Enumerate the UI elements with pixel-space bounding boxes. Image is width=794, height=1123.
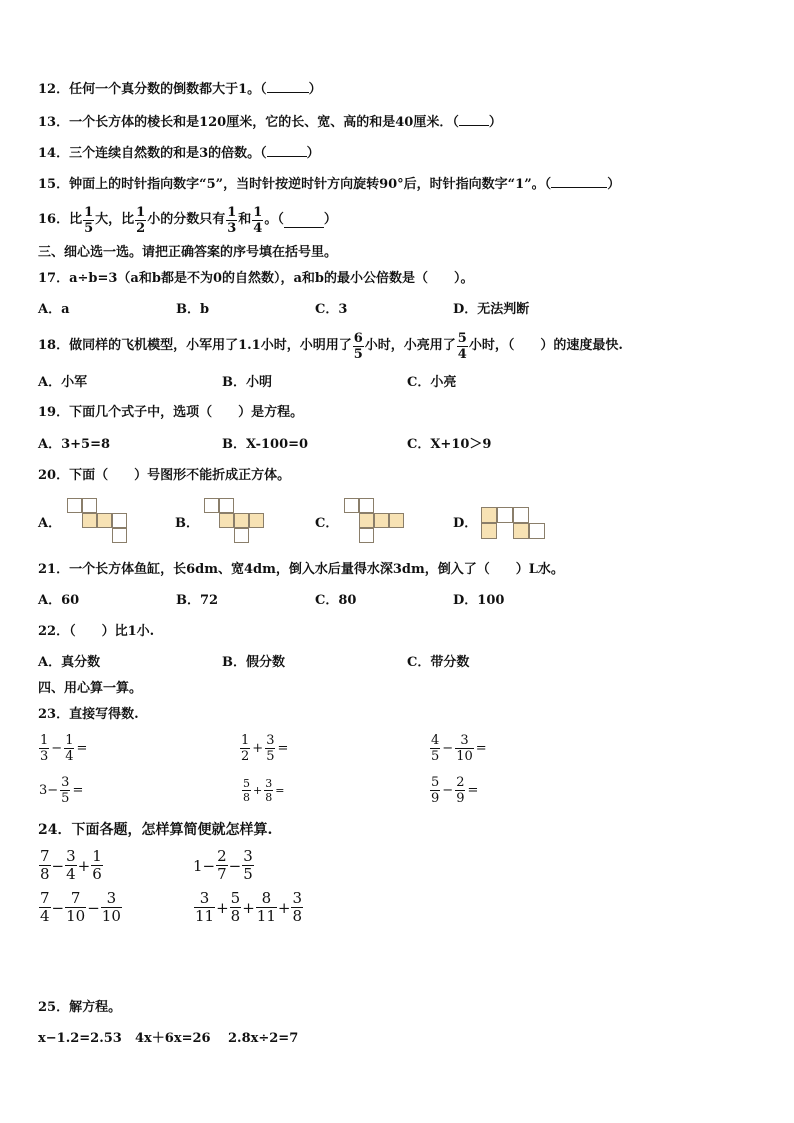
question-16 [38, 203, 337, 237]
option-d[interactable]: D．无法判断 [453, 302, 530, 317]
fraction [242, 848, 254, 883]
fraction [39, 733, 49, 764]
question-21: 21．一个长方体鱼缸，长6dm、宽4dm，倒入水后量得水深3dm，倒入了（ ）L水。 [38, 562, 564, 577]
text-fragment: 小的分数只有 [147, 212, 226, 227]
answer-blank[interactable] [551, 187, 607, 188]
section-heading-3: 三、细心选一选。请把正确答案的序号填在括号里。 [38, 245, 338, 260]
paren-close: ） [488, 115, 502, 130]
numerator: 5 [230, 889, 241, 907]
numerator: 3 [66, 847, 76, 865]
option-d[interactable]: D．100 [453, 593, 505, 608]
net-cell [219, 513, 234, 528]
net-cell [82, 498, 97, 513]
fraction [240, 733, 250, 764]
operand: 3− [39, 783, 59, 798]
operator: − [51, 898, 65, 917]
question-22: 22．（ ）比1小. [38, 624, 155, 639]
fraction [230, 890, 242, 925]
denominator: 11 [256, 907, 276, 925]
text-fragment: 小时，（ ）的速度最快. [468, 338, 623, 353]
option-c[interactable]: C． [315, 516, 339, 531]
operator: + [216, 898, 229, 917]
net-cell [481, 523, 497, 539]
operator: − [51, 741, 63, 756]
question-text: 三个连续自然数的和是3的倍数。（ [69, 146, 267, 161]
fraction [291, 890, 303, 925]
question-15 [38, 176, 620, 194]
question-18 [38, 326, 623, 366]
question-14 [38, 145, 320, 163]
operator: + [242, 898, 255, 917]
mental-calc-2 [239, 733, 289, 764]
paren-close: ） [323, 212, 337, 227]
question-text: 一个长方体的棱长和是120厘米，它的长、宽、高的和是40厘米．（ [69, 115, 459, 130]
numerator: 1 [92, 847, 102, 865]
net-cell [481, 507, 497, 523]
denominator: 5 [243, 865, 253, 883]
numerator: 3 [265, 777, 273, 790]
equals-sign: = [475, 741, 487, 756]
denominator: 10 [66, 907, 86, 925]
numerator: 3 [106, 889, 117, 907]
operator: − [87, 898, 100, 917]
net-cell [513, 523, 529, 539]
numerator: 4 [431, 733, 440, 748]
net-cell [219, 498, 234, 513]
numerator: 1 [136, 204, 146, 220]
text-fragment: 比 [69, 212, 83, 227]
operator: − [51, 856, 65, 875]
answer-blank[interactable] [267, 92, 309, 93]
mental-calc-5 [241, 777, 285, 804]
operator: + [77, 856, 91, 875]
equals-sign: = [76, 741, 88, 756]
question-19: 19．下面几个式子中，选项（ ）是方程。 [38, 405, 304, 420]
fraction [430, 775, 440, 806]
equation-3: 2.8x÷2=7 [228, 1031, 299, 1046]
net-cell [344, 498, 359, 513]
denominator: 6 [92, 865, 102, 883]
equals-sign: = [277, 741, 289, 756]
fraction [226, 205, 237, 236]
net-cell [389, 513, 404, 528]
net-cell [359, 498, 374, 513]
operator: + [253, 784, 263, 797]
mental-calc-4 [38, 775, 84, 806]
denominator: 4 [253, 220, 263, 236]
option-c[interactable]: C．80 [315, 593, 357, 608]
fraction [430, 733, 440, 764]
fraction [64, 733, 74, 764]
option-b[interactable]: B． [175, 516, 199, 531]
operator: + [252, 741, 264, 756]
fraction [39, 890, 51, 925]
net-cell [374, 513, 389, 528]
paren-close: ） [306, 146, 320, 161]
question-17: 17．a÷b=3（a和b都是不为0的自然数），a和b的最小公倍数是（ ）。 [38, 271, 474, 286]
numerator: 1 [65, 733, 74, 748]
option-d[interactable]: D． [453, 516, 478, 531]
denominator: 9 [431, 791, 440, 806]
numerator: 1 [241, 733, 250, 748]
equals-sign: = [275, 784, 285, 797]
denominator: 9 [456, 791, 465, 806]
net-cell [359, 528, 374, 543]
question-number: 13． [38, 115, 70, 130]
question-number: 16． [38, 212, 70, 227]
denominator: 4 [65, 749, 74, 764]
option-c[interactable]: C．X+10＞9 [407, 437, 492, 452]
option-c[interactable]: C．小亮 [407, 375, 457, 390]
numerator: 2 [456, 775, 465, 790]
denominator: 8 [265, 791, 273, 804]
net-cell [234, 513, 249, 528]
option-c[interactable]: C．3 [315, 302, 348, 317]
equation-1: x−1.2=2.53 [38, 1031, 122, 1046]
numerator: 1 [227, 204, 237, 220]
net-cell [359, 513, 374, 528]
denominator: 3 [40, 749, 49, 764]
denominator: 2 [136, 220, 146, 236]
net-cell [529, 523, 545, 539]
option-a[interactable]: A．小军 [38, 375, 88, 390]
numerator: 3 [243, 847, 253, 865]
paren-close: ） [308, 82, 322, 97]
denominator: 10 [101, 907, 121, 925]
simplify-calc-1 [38, 848, 104, 883]
question-number: 12． [38, 82, 70, 97]
option-b[interactable]: B．X-100=0 [222, 437, 309, 452]
denominator: 8 [230, 907, 241, 925]
numerator: 3 [199, 889, 210, 907]
denominator: 2 [241, 749, 250, 764]
denominator: 5 [61, 791, 70, 806]
fraction [83, 205, 94, 236]
fraction [264, 777, 273, 804]
answer-blank[interactable] [459, 125, 489, 126]
question-text: 钟面上的时针指向数字“5”，当时针按逆时针方向旋转90°后，时针指向数字“1”。（ [69, 177, 552, 192]
option-a[interactable]: A． [38, 516, 62, 531]
net-cell [497, 507, 513, 523]
equals-sign: = [72, 783, 84, 798]
net-cell [234, 528, 249, 543]
text-fragment: 和 [238, 212, 252, 227]
fraction [135, 205, 146, 236]
numerator: 7 [40, 889, 50, 907]
numerator: 8 [261, 889, 272, 907]
numerator: 2 [217, 847, 227, 865]
fraction [256, 890, 277, 925]
fraction [252, 205, 263, 236]
numerator: 5 [457, 330, 467, 346]
fraction [194, 890, 215, 925]
numerator: 5 [243, 777, 250, 790]
fraction [455, 733, 474, 764]
numerator: 3 [266, 733, 275, 748]
numerator: 3 [460, 733, 469, 748]
operator: − [442, 741, 454, 756]
fraction [265, 733, 275, 764]
question-23: 23．直接写得数. [38, 707, 139, 722]
numerator: 7 [40, 847, 50, 865]
fraction [216, 848, 228, 883]
mental-calc-1 [38, 733, 88, 764]
fraction [101, 890, 122, 925]
option-b[interactable]: B．假分数 [222, 655, 285, 670]
net-cell [112, 528, 127, 543]
denominator: 5 [266, 749, 275, 764]
question-13 [38, 114, 502, 132]
question-number: 14． [38, 146, 70, 161]
operator: − [228, 856, 242, 875]
question-24: 24．下面各题，怎样算简便就怎样算. [38, 822, 273, 838]
denominator: 5 [84, 220, 94, 236]
cube-net-a [67, 498, 129, 545]
answer-blank[interactable] [284, 213, 324, 228]
simplify-calc-3 [38, 890, 123, 925]
question-25: 25．解方程。 [38, 1000, 122, 1015]
option-b[interactable]: B．小明 [222, 375, 272, 390]
option-b[interactable]: B．b [176, 302, 210, 317]
equation-2: 4x＋6x=26 [135, 1031, 211, 1046]
net-cell [97, 513, 112, 528]
fraction [457, 331, 468, 362]
denominator: 8 [292, 907, 303, 925]
numerator: 3 [292, 889, 303, 907]
operand: 1− [193, 856, 216, 875]
net-cell [82, 513, 97, 528]
answer-blank[interactable] [267, 156, 307, 157]
denominator: 8 [40, 865, 50, 883]
denominator: 4 [457, 346, 467, 362]
text-fragment: 18．做同样的飞机模型，小军用了1.1小时，小明用了 [38, 338, 352, 353]
numerator: 5 [431, 775, 440, 790]
denominator: 5 [353, 346, 363, 362]
numerator: 1 [253, 204, 263, 220]
mental-calc-3 [429, 733, 488, 764]
numerator: 3 [61, 775, 70, 790]
fraction [455, 775, 465, 806]
denominator: 10 [456, 749, 473, 764]
option-a[interactable]: A．真分数 [38, 655, 101, 670]
denominator: 4 [40, 907, 50, 925]
net-cell [67, 498, 82, 513]
question-20: 20．下面（ ）号图形不能折成正方体。 [38, 468, 291, 483]
net-cell [112, 513, 127, 528]
fraction [60, 775, 70, 806]
operator: − [442, 783, 454, 798]
denominator: 8 [243, 791, 250, 804]
net-cell [249, 513, 264, 528]
question-text: 任何一个真分数的倒数都大于1。（ [69, 82, 267, 97]
denominator: 11 [195, 907, 215, 925]
simplify-calc-2 [193, 848, 255, 883]
numerator: 1 [84, 204, 94, 220]
fraction [242, 777, 251, 804]
cube-net-d [481, 507, 545, 541]
denominator: 3 [227, 220, 237, 236]
cube-net-c [344, 498, 406, 545]
text-fragment: 小时，小亮用了 [364, 338, 456, 353]
denominator: 4 [66, 865, 76, 883]
fraction [39, 848, 51, 883]
numerator: 7 [70, 889, 81, 907]
numerator: 6 [353, 330, 363, 346]
option-a[interactable]: A．a [38, 302, 70, 317]
net-cell [513, 507, 529, 523]
fraction [91, 848, 103, 883]
text-fragment: 大，比 [95, 212, 135, 227]
question-12 [38, 81, 322, 99]
denominator: 7 [217, 865, 227, 883]
section-heading-4: 四、用心算一算。 [38, 681, 143, 696]
numerator: 1 [40, 733, 49, 748]
denominator: 5 [431, 749, 440, 764]
cube-net-b [204, 498, 266, 545]
option-b[interactable]: B．72 [176, 593, 219, 608]
fraction [353, 331, 364, 362]
option-c[interactable]: C．带分数 [407, 655, 470, 670]
operator: + [277, 898, 291, 917]
question-number: 15． [38, 177, 70, 192]
text-fragment: 。（ [264, 212, 284, 227]
fraction [65, 890, 86, 925]
option-a[interactable]: A．3+5=8 [38, 437, 111, 452]
simplify-calc-4 [193, 890, 304, 925]
option-a[interactable]: A．60 [38, 593, 80, 608]
equals-sign: = [467, 783, 479, 798]
fraction [65, 848, 77, 883]
net-cell [204, 498, 219, 513]
paren-close: ） [607, 177, 621, 192]
mental-calc-6 [429, 775, 479, 806]
